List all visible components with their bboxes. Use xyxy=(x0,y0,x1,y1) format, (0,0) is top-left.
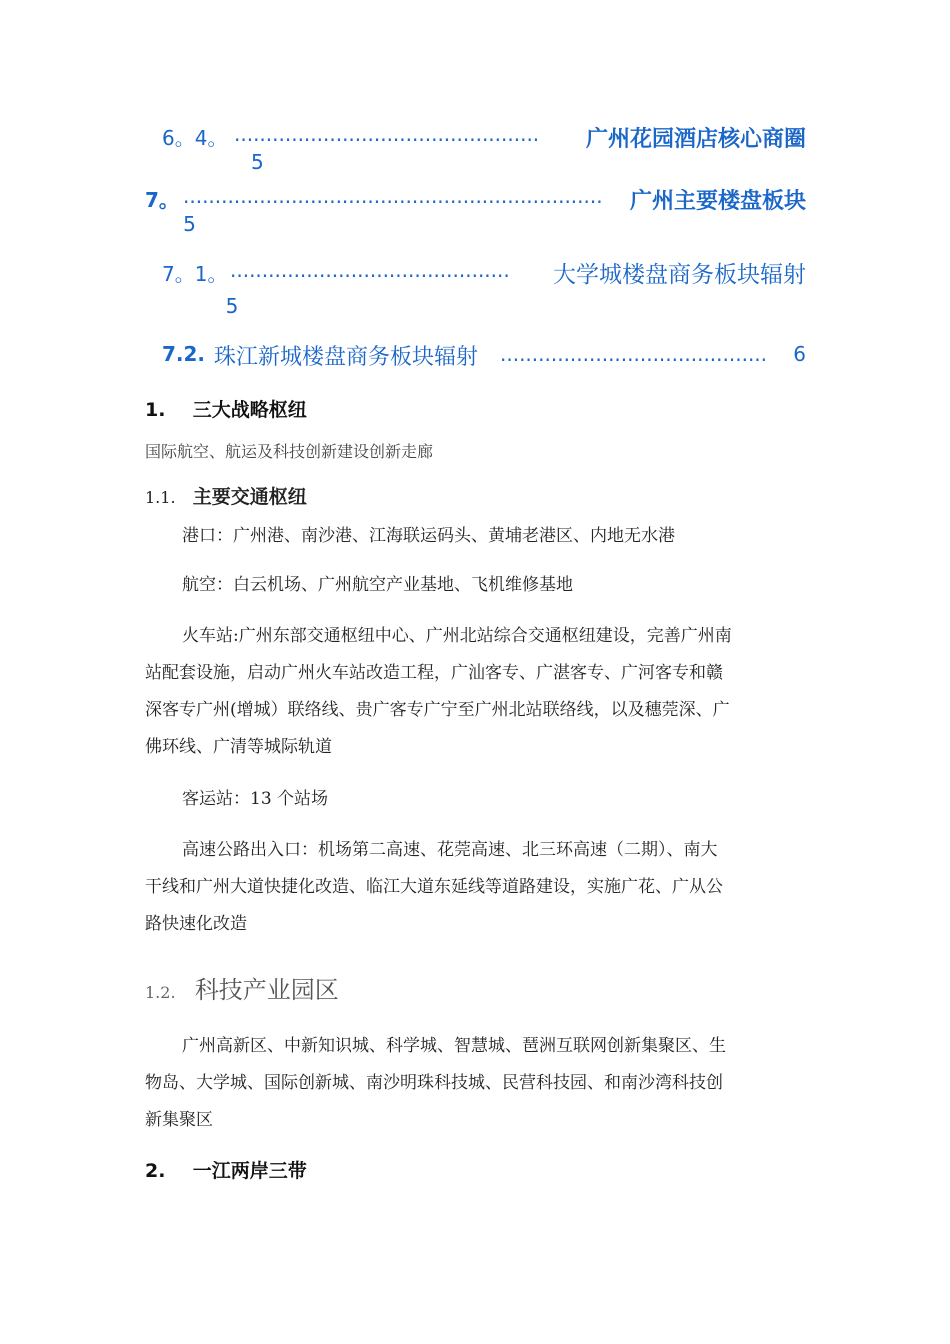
toc-page: 5 xyxy=(251,150,264,174)
air-paragraph: 航空：白云机场、广州航空产业基地、飞机维修基地 xyxy=(182,575,573,595)
toc-page: 5 xyxy=(183,212,196,236)
toc-leader: .......................................... xyxy=(500,342,768,366)
toc-title: 广州主要楼盘板块 xyxy=(629,189,806,214)
section-title: 科技产业园区 xyxy=(194,976,339,1004)
port-paragraph: 港口：广州港、南沙港、江海联运码头、黄埔老港区、内地无水港 xyxy=(182,526,675,546)
paragraph-line: 干线和广州大道快捷化改造、临江大道东延线等道路建设，实施广花、广从公 xyxy=(145,877,723,897)
paragraph-line: 广州高新区、中新知识城、科学城、智慧城、琶洲互联网创新集聚区、生 xyxy=(182,1036,726,1056)
section-title: 主要交通枢纽 xyxy=(192,486,307,508)
paragraph-line: 火车站:广州东部交通枢纽中心、广州北站综合交通枢纽建设，完善广州南 xyxy=(182,626,732,646)
section-number: 1.2. xyxy=(145,983,176,1002)
toc-leader: ................................................ xyxy=(234,122,540,146)
highway-paragraph xyxy=(145,832,723,943)
toc-title: 大学城楼盘商务板块辐射 xyxy=(553,262,806,288)
section-number: 2. xyxy=(145,1160,166,1182)
section-2-heading xyxy=(145,1156,307,1183)
section-title: 一江两岸三带 xyxy=(192,1160,307,1182)
toc-leader: ............................................ xyxy=(230,258,510,282)
toc-number: 7。 xyxy=(145,188,179,212)
paragraph-line: 新集聚区 xyxy=(145,1110,213,1130)
paragraph-line: 佛环线、广清等城际轨道 xyxy=(145,737,332,757)
section-number: 1.1. xyxy=(145,488,176,507)
toc-title: 珠江新城楼盘商务板块辐射 xyxy=(214,345,479,370)
toc-page: 6 xyxy=(793,342,806,366)
section-number: 1. xyxy=(145,399,166,421)
toc-entry-7-1[interactable] xyxy=(162,256,806,320)
toc-page: 5 xyxy=(225,294,239,318)
toc-number: 7.2. xyxy=(162,342,206,366)
toc-leader: .................................................................. xyxy=(183,184,603,208)
section-1-2-heading xyxy=(145,970,339,1005)
toc-entry-7-2[interactable] xyxy=(162,340,806,372)
rail-paragraph xyxy=(145,618,732,766)
toc-title: 广州花园酒店核心商圈 xyxy=(585,127,806,152)
paragraph-line: 路快速化改造 xyxy=(145,914,247,934)
toc-entry-6-4[interactable] xyxy=(162,122,806,174)
section-1-heading xyxy=(145,395,307,422)
bus-paragraph: 客运站：13 个站场 xyxy=(182,789,329,809)
paragraph-line: 站配套设施，启动广州火车站改造工程，广汕客专、广湛客专、广河客专和赣 xyxy=(145,663,723,683)
section-1-1-heading xyxy=(145,482,307,509)
toc-number: 7。1。 xyxy=(162,262,228,286)
paragraph-line: 物岛、大学城、国际创新城、南沙明珠科技城、民营科技园、和南沙湾科技创 xyxy=(145,1073,723,1093)
parks-paragraph xyxy=(145,1028,726,1139)
toc-entry-7[interactable] xyxy=(145,184,806,236)
toc-number: 6。4。 xyxy=(162,126,228,150)
paragraph-line: 深客专广州(增城）联络线、贵广客专广宁至广州北站联络线，以及穗莞深、广 xyxy=(145,700,730,720)
section-1-subtitle: 国际航空、航运及科技创新建设创新走廊 xyxy=(145,442,434,461)
paragraph-line: 高速公路出入口：机场第二高速、花莞高速、北三环高速（二期）、南大 xyxy=(182,840,718,860)
section-title: 三大战略枢纽 xyxy=(192,399,307,421)
